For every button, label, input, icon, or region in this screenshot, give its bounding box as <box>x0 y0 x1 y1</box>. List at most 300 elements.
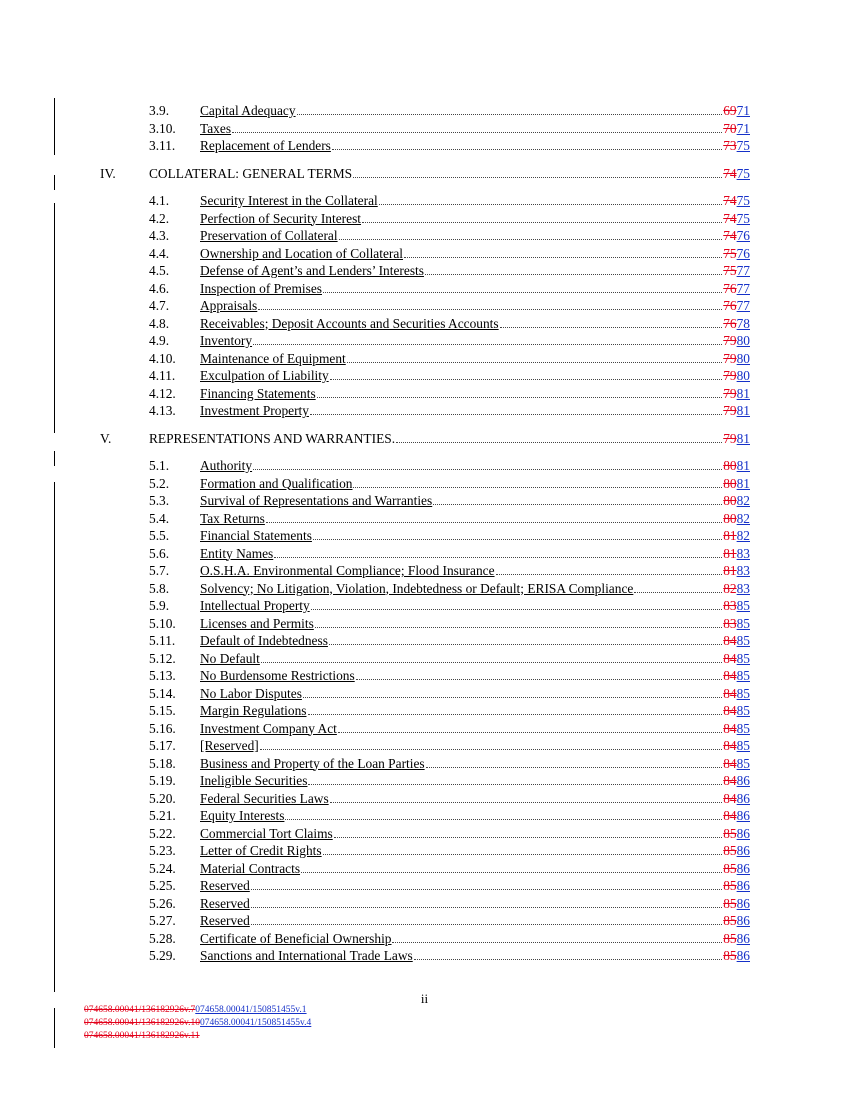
change-bar <box>54 1008 55 1048</box>
deleted-page-number: 74 <box>723 228 737 243</box>
section-title-link[interactable]: Taxes <box>200 120 232 136</box>
inserted-page-number[interactable]: 85 <box>736 755 750 771</box>
page-reference <box>723 245 750 262</box>
toc-entry-row <box>0 492 849 509</box>
page-reference <box>723 842 750 859</box>
dot-leader <box>253 469 722 470</box>
section-number: 5.15. <box>149 703 176 718</box>
dot-leader <box>308 714 722 715</box>
dot-leader <box>297 114 722 115</box>
section-title-link[interactable]: Perfection of Security Interest <box>200 210 362 226</box>
deleted-page-number: 69 <box>723 103 737 118</box>
page-reference <box>723 457 750 474</box>
inserted-page-number[interactable]: 81 <box>736 458 750 473</box>
inserted-page-number[interactable]: 80 <box>736 350 750 366</box>
section-number: 5.20. <box>149 790 176 806</box>
page-reference <box>723 385 750 402</box>
toc-entry-row <box>0 510 849 527</box>
page-reference <box>723 562 750 579</box>
section-title-link[interactable]: Inventory <box>200 333 253 348</box>
dot-leader <box>330 379 722 380</box>
doc-id-line <box>84 1005 307 1016</box>
section-title-link[interactable]: No Burdensome Restrictions <box>200 668 355 683</box>
toc-entry-row <box>0 597 849 614</box>
doc-id-deleted: 074658.00041/136182926v.7 <box>84 1005 196 1015</box>
section-title-link[interactable]: Reserved <box>200 913 250 928</box>
toc-entry-row <box>0 457 849 474</box>
section-title-link[interactable]: Financing Statements <box>200 385 316 401</box>
dot-leader <box>317 397 722 398</box>
dot-leader <box>274 557 722 558</box>
section-title-link[interactable]: [Reserved] <box>200 738 259 753</box>
dot-leader <box>315 627 722 628</box>
section-number: 4.7. <box>149 298 170 313</box>
section-number: 5.17. <box>149 738 176 753</box>
toc-entry-row <box>0 842 849 859</box>
inserted-page-number[interactable]: 83 <box>736 545 750 561</box>
section-number: V. <box>100 430 112 446</box>
inserted-page-number[interactable]: 75 <box>736 165 750 181</box>
deleted-page-number: 85 <box>723 843 737 858</box>
deleted-page-number: 79 <box>723 368 737 383</box>
dot-leader <box>261 662 722 663</box>
doc-id-inserted: 074658.00041/150851455v.1 <box>195 1005 307 1015</box>
toc-entry-row <box>0 755 849 772</box>
section-number: 4.2. <box>149 210 170 226</box>
dot-leader <box>496 574 722 575</box>
inserted-page-number[interactable]: 80 <box>736 333 750 348</box>
doc-id-deleted: 074658.00041/136182926v.10 <box>84 1018 201 1028</box>
section-title-link[interactable]: Receivables; Deposit Accounts and Securities Accounts <box>200 315 499 331</box>
toc-entry-row <box>0 877 849 894</box>
dot-leader <box>258 309 722 310</box>
deleted-page-number: 85 <box>723 930 737 946</box>
deleted-page-number: 74 <box>723 165 737 181</box>
toc-entry-row <box>0 227 849 244</box>
section-number: 5.26. <box>149 895 176 911</box>
section-title-link[interactable]: Capital Adequacy <box>200 103 296 118</box>
page-reference <box>723 912 750 929</box>
toc-entry-row <box>0 860 849 877</box>
page-reference <box>723 720 750 737</box>
section-number: 5.1. <box>149 458 170 473</box>
toc-entry-row <box>0 825 849 842</box>
section-number: 5.4. <box>149 510 170 526</box>
page-reference <box>723 315 750 332</box>
deleted-page-number: 84 <box>723 738 737 753</box>
inserted-page-number[interactable]: 71 <box>736 120 750 136</box>
section-title-link[interactable]: Business and Property of the Loan Parties <box>200 755 425 771</box>
toc-entry-row <box>0 650 849 667</box>
inserted-page-number[interactable]: 75 <box>736 210 750 226</box>
section-number: 5.13. <box>149 668 176 683</box>
toc-entry-row <box>0 527 849 544</box>
deleted-page-number: 84 <box>723 668 737 683</box>
dot-leader <box>330 802 722 803</box>
section-number: 5.8. <box>149 580 170 596</box>
toc-entry-row <box>0 580 849 597</box>
toc-entry-row <box>0 702 849 719</box>
toc-entry-row <box>0 102 849 119</box>
doc-id-line <box>84 1031 200 1042</box>
toc-entry-row <box>0 807 849 824</box>
toc-entry-row <box>0 737 849 754</box>
page-reference <box>723 192 750 209</box>
section-title-link[interactable]: Tax Returns <box>200 510 265 526</box>
section-title-link[interactable]: Material Contracts <box>200 860 301 876</box>
section-number: 5.10. <box>149 615 176 631</box>
section-number: 4.3. <box>149 228 170 243</box>
section-title-link[interactable]: Equity Interests <box>200 808 285 823</box>
dot-leader <box>353 177 722 178</box>
deleted-page-number: 79 <box>723 430 737 446</box>
inserted-page-number[interactable]: 77 <box>736 263 750 278</box>
toc-entry-row <box>0 720 849 737</box>
section-title-link[interactable]: No Default <box>200 650 260 666</box>
page-reference <box>723 580 750 597</box>
section-title-link[interactable]: Ineligible Securities <box>200 773 308 788</box>
section-title-link[interactable]: Exculpation of Liability <box>200 368 329 383</box>
inserted-page-number[interactable]: 85 <box>736 685 750 701</box>
section-number: 5.12. <box>149 650 176 666</box>
inserted-page-number[interactable]: 85 <box>736 615 750 631</box>
deleted-page-number: 74 <box>723 193 737 208</box>
doc-id-inserted: 074658.00041/150851455v.4 <box>200 1018 312 1028</box>
dot-leader <box>338 732 722 733</box>
toc-entry-row <box>0 930 849 947</box>
inserted-page-number[interactable]: 86 <box>736 825 750 841</box>
page-reference <box>723 350 750 367</box>
inserted-page-number[interactable]: 81 <box>736 475 750 491</box>
section-title-link[interactable]: Survival of Representations and Warranties <box>200 493 433 508</box>
section-title-link[interactable]: Default of Indebtedness <box>200 633 328 648</box>
page-reference <box>723 895 750 912</box>
deleted-page-number: 81 <box>723 545 737 561</box>
section-title-link[interactable]: Federal Securities Laws <box>200 790 329 806</box>
deleted-page-number: 85 <box>723 895 737 911</box>
inserted-page-number[interactable]: 85 <box>736 668 750 683</box>
section-title-link[interactable]: Appraisals <box>200 298 258 313</box>
section-number: 5.3. <box>149 493 170 508</box>
page-reference <box>723 367 750 384</box>
inserted-page-number[interactable]: 86 <box>736 895 750 911</box>
deleted-page-number: 84 <box>723 773 737 788</box>
deleted-page-number: 76 <box>723 298 737 313</box>
inserted-page-number[interactable]: 77 <box>736 280 750 296</box>
section-title-link[interactable]: Ownership and Location of Collateral <box>200 245 404 261</box>
page-reference <box>723 597 750 614</box>
section-number: 4.11. <box>149 368 176 383</box>
section-title-link[interactable]: Financial Statements <box>200 528 312 543</box>
toc-entry-row <box>0 210 849 227</box>
inserted-page-number[interactable]: 86 <box>736 773 750 788</box>
inserted-page-number[interactable]: 86 <box>736 843 750 858</box>
deleted-page-number: 79 <box>723 403 737 418</box>
deleted-page-number: 79 <box>723 333 737 348</box>
dot-leader <box>433 504 722 505</box>
inserted-page-number[interactable]: 83 <box>736 563 750 578</box>
section-number: 4.13. <box>149 403 176 418</box>
section-title-link[interactable]: Defense of Agent’s and Lenders’ Interests <box>200 263 424 278</box>
section-title-link[interactable]: Inspection of Premises <box>200 280 322 296</box>
section-number: 5.18. <box>149 755 176 771</box>
inserted-page-number[interactable]: 78 <box>736 315 750 331</box>
section-number: 4.6. <box>149 280 170 296</box>
dot-leader <box>251 889 722 890</box>
page-reference <box>723 430 750 447</box>
toc-entry-row <box>0 615 849 632</box>
page-reference <box>723 297 750 314</box>
deleted-page-number: 80 <box>723 475 737 491</box>
dot-leader <box>260 749 722 750</box>
dot-leader <box>313 539 722 540</box>
inserted-page-number[interactable]: 86 <box>736 790 750 806</box>
dot-leader <box>425 274 722 275</box>
section-number: 5.23. <box>149 843 176 858</box>
dot-leader <box>414 959 722 960</box>
dot-leader <box>323 292 722 293</box>
page-reference <box>723 510 750 527</box>
toc-entry-row <box>0 475 849 492</box>
dot-leader <box>362 222 722 223</box>
toc-article-row <box>0 165 849 182</box>
page-reference <box>723 120 750 137</box>
inserted-page-number[interactable]: 86 <box>736 930 750 946</box>
inserted-page-number[interactable]: 86 <box>736 860 750 876</box>
page-reference <box>723 210 750 227</box>
page-reference <box>723 877 750 894</box>
deleted-page-number: 82 <box>723 580 737 596</box>
deleted-page-number: 75 <box>723 263 737 278</box>
section-title-link[interactable]: Licenses and Permits <box>200 615 314 631</box>
toc-entry-row <box>0 685 849 702</box>
page-reference <box>723 632 750 649</box>
page-reference <box>723 667 750 684</box>
inserted-page-number[interactable]: 81 <box>736 385 750 401</box>
section-title-link[interactable]: Investment Property <box>200 403 309 418</box>
deleted-page-number: 84 <box>723 720 737 736</box>
page-reference <box>723 527 750 544</box>
section-title-link[interactable]: Investment Company Act <box>200 720 337 736</box>
inserted-page-number[interactable]: 85 <box>736 703 750 718</box>
toc-entry-row <box>0 245 849 262</box>
deleted-page-number: 74 <box>723 210 737 226</box>
toc-entry-row <box>0 280 849 297</box>
inserted-page-number[interactable]: 76 <box>736 245 750 261</box>
section-number: 5.14. <box>149 685 176 701</box>
dot-leader <box>301 872 722 873</box>
section-title-link[interactable]: Preservation of Collateral <box>200 228 338 243</box>
deleted-page-number: 84 <box>723 755 737 771</box>
inserted-page-number[interactable]: 76 <box>736 228 750 243</box>
page-reference <box>723 102 750 119</box>
toc-entry-row <box>0 350 849 367</box>
page-number: ii <box>420 991 429 1006</box>
page-reference <box>723 930 750 947</box>
dot-leader <box>396 442 722 443</box>
inserted-page-number[interactable]: 85 <box>736 633 750 648</box>
page-reference <box>723 475 750 492</box>
toc-entry-row <box>0 947 849 964</box>
section-title-link[interactable]: Authority <box>200 458 253 473</box>
section-title-link[interactable]: Letter of Credit Rights <box>200 843 322 858</box>
section-title-link[interactable]: Formation and Qualification <box>200 475 353 491</box>
toc-entry-row <box>0 137 849 154</box>
toc-entry-row <box>0 562 849 579</box>
section-number: 5.5. <box>149 528 170 543</box>
dot-leader <box>634 592 722 593</box>
dot-leader <box>356 679 722 680</box>
deleted-page-number: 84 <box>723 790 737 806</box>
page-reference <box>723 807 750 824</box>
section-title-link[interactable]: Entity Names <box>200 545 274 561</box>
toc-entry-row <box>0 192 849 209</box>
dot-leader <box>253 344 722 345</box>
inserted-page-number[interactable]: 83 <box>736 580 750 596</box>
section-number: 3.10. <box>149 120 176 136</box>
section-title-link[interactable]: Intellectual Property <box>200 598 310 613</box>
deleted-page-number: 79 <box>723 385 737 401</box>
dot-leader <box>310 414 722 415</box>
inserted-page-number[interactable]: 86 <box>736 878 750 893</box>
page-reference <box>723 280 750 297</box>
section-number: 5.7. <box>149 563 170 578</box>
section-title-link[interactable]: Certificate of Beneficial Ownership <box>200 930 392 946</box>
page-reference <box>723 615 750 632</box>
section-title-link[interactable]: Reserved <box>200 895 250 911</box>
toc-entry-row <box>0 790 849 807</box>
toc-entry-row <box>0 332 849 349</box>
section-number: 5.6. <box>149 545 170 561</box>
deleted-page-number: 85 <box>723 948 737 963</box>
inserted-page-number[interactable]: 77 <box>736 298 750 313</box>
page-reference <box>723 755 750 772</box>
page-reference <box>723 772 750 789</box>
inserted-page-number[interactable]: 80 <box>736 368 750 383</box>
inserted-page-number[interactable]: 85 <box>736 598 750 613</box>
toc-entry-row <box>0 912 849 929</box>
toc-entry-row <box>0 120 849 137</box>
section-title-link[interactable]: Maintenance of Equipment <box>200 350 346 366</box>
inserted-page-number[interactable]: 75 <box>736 193 750 208</box>
section-number: 5.19. <box>149 773 176 788</box>
page-reference <box>723 137 750 154</box>
section-title-link[interactable]: O.S.H.A. Environmental Compliance; Flood Insurance <box>200 563 495 578</box>
deleted-page-number: 85 <box>723 878 737 893</box>
section-number: 5.9. <box>149 598 170 613</box>
section-title-link[interactable]: Commercial Tort Claims <box>200 825 333 841</box>
section-title-link[interactable]: Replacement of Lenders <box>200 138 331 153</box>
dot-leader <box>285 819 722 820</box>
toc-entry-row <box>0 367 849 384</box>
deleted-page-number: 83 <box>723 598 737 613</box>
section-title-link[interactable]: Sanctions and International Trade Laws <box>200 948 413 963</box>
section-title-link[interactable]: Solvency; No Litigation, Violation, Indebtedness or Default; ERISA Compliance <box>200 580 634 596</box>
inserted-page-number[interactable]: 71 <box>736 103 750 118</box>
toc-article-row <box>0 430 849 447</box>
dot-leader <box>232 132 722 133</box>
dot-leader <box>426 767 722 768</box>
dot-leader <box>347 362 722 363</box>
toc-entry-row <box>0 667 849 684</box>
dot-leader <box>392 942 722 943</box>
deleted-page-number: 79 <box>723 350 737 366</box>
inserted-page-number[interactable]: 81 <box>736 430 750 446</box>
deleted-page-number: 80 <box>723 493 737 508</box>
section-number: 4.12. <box>149 385 176 401</box>
section-number: 4.5. <box>149 263 170 278</box>
deleted-page-number: 75 <box>723 245 737 261</box>
inserted-page-number[interactable]: 86 <box>736 948 750 963</box>
dot-leader <box>334 837 722 838</box>
section-number: 5.11. <box>149 633 176 648</box>
deleted-page-number: 84 <box>723 650 737 666</box>
section-title-link[interactable]: Reserved <box>200 878 250 893</box>
deleted-page-number: 85 <box>723 860 737 876</box>
dot-leader <box>251 924 722 925</box>
inserted-page-number[interactable]: 86 <box>736 808 750 823</box>
inserted-page-number[interactable]: 82 <box>736 528 750 543</box>
inserted-page-number[interactable]: 82 <box>736 510 750 526</box>
page-reference <box>723 492 750 509</box>
page-reference <box>723 332 750 349</box>
page-reference <box>723 860 750 877</box>
section-title-link[interactable]: Security Interest in the Collateral <box>200 193 378 208</box>
section-title-link[interactable]: Margin Regulations <box>200 703 307 718</box>
inserted-page-number[interactable]: 85 <box>736 720 750 736</box>
section-number: 5.16. <box>149 720 176 736</box>
deleted-page-number: 85 <box>723 825 737 841</box>
section-number: 5.22. <box>149 825 176 841</box>
dot-leader <box>251 907 722 908</box>
toc-entry-row <box>0 895 849 912</box>
deleted-page-number: 83 <box>723 615 737 631</box>
inserted-page-number[interactable]: 82 <box>736 493 750 508</box>
deleted-page-number: 84 <box>723 808 737 823</box>
page-reference <box>723 262 750 279</box>
section-number: 4.9. <box>149 333 170 348</box>
dot-leader <box>323 854 722 855</box>
section-number: 5.21. <box>149 808 176 823</box>
dot-leader <box>353 487 722 488</box>
dot-leader <box>339 239 722 240</box>
inserted-page-number[interactable]: 85 <box>736 650 750 666</box>
dot-leader <box>379 204 722 205</box>
dot-leader <box>303 697 722 698</box>
deleted-page-number: 76 <box>723 315 737 331</box>
section-number: 5.24. <box>149 860 176 876</box>
page-reference <box>723 702 750 719</box>
inserted-page-number[interactable]: 86 <box>736 913 750 928</box>
page-reference <box>723 825 750 842</box>
inserted-page-number[interactable]: 81 <box>736 403 750 418</box>
page-reference <box>723 685 750 702</box>
page-reference <box>723 737 750 754</box>
deleted-page-number: 73 <box>723 138 737 153</box>
page-reference <box>723 402 750 419</box>
page-reference <box>723 545 750 562</box>
page-reference <box>723 947 750 964</box>
section-title-link[interactable]: No Labor Disputes <box>200 685 302 701</box>
toc-entry-row <box>0 297 849 314</box>
inserted-page-number[interactable]: 75 <box>736 138 750 153</box>
dot-leader <box>332 149 722 150</box>
dot-leader <box>329 644 722 645</box>
inserted-page-number[interactable]: 85 <box>736 738 750 753</box>
doc-id-deleted: 074658.00041/136182926v.11 <box>84 1031 200 1041</box>
deleted-page-number: 80 <box>723 458 737 473</box>
dot-leader <box>308 784 722 785</box>
